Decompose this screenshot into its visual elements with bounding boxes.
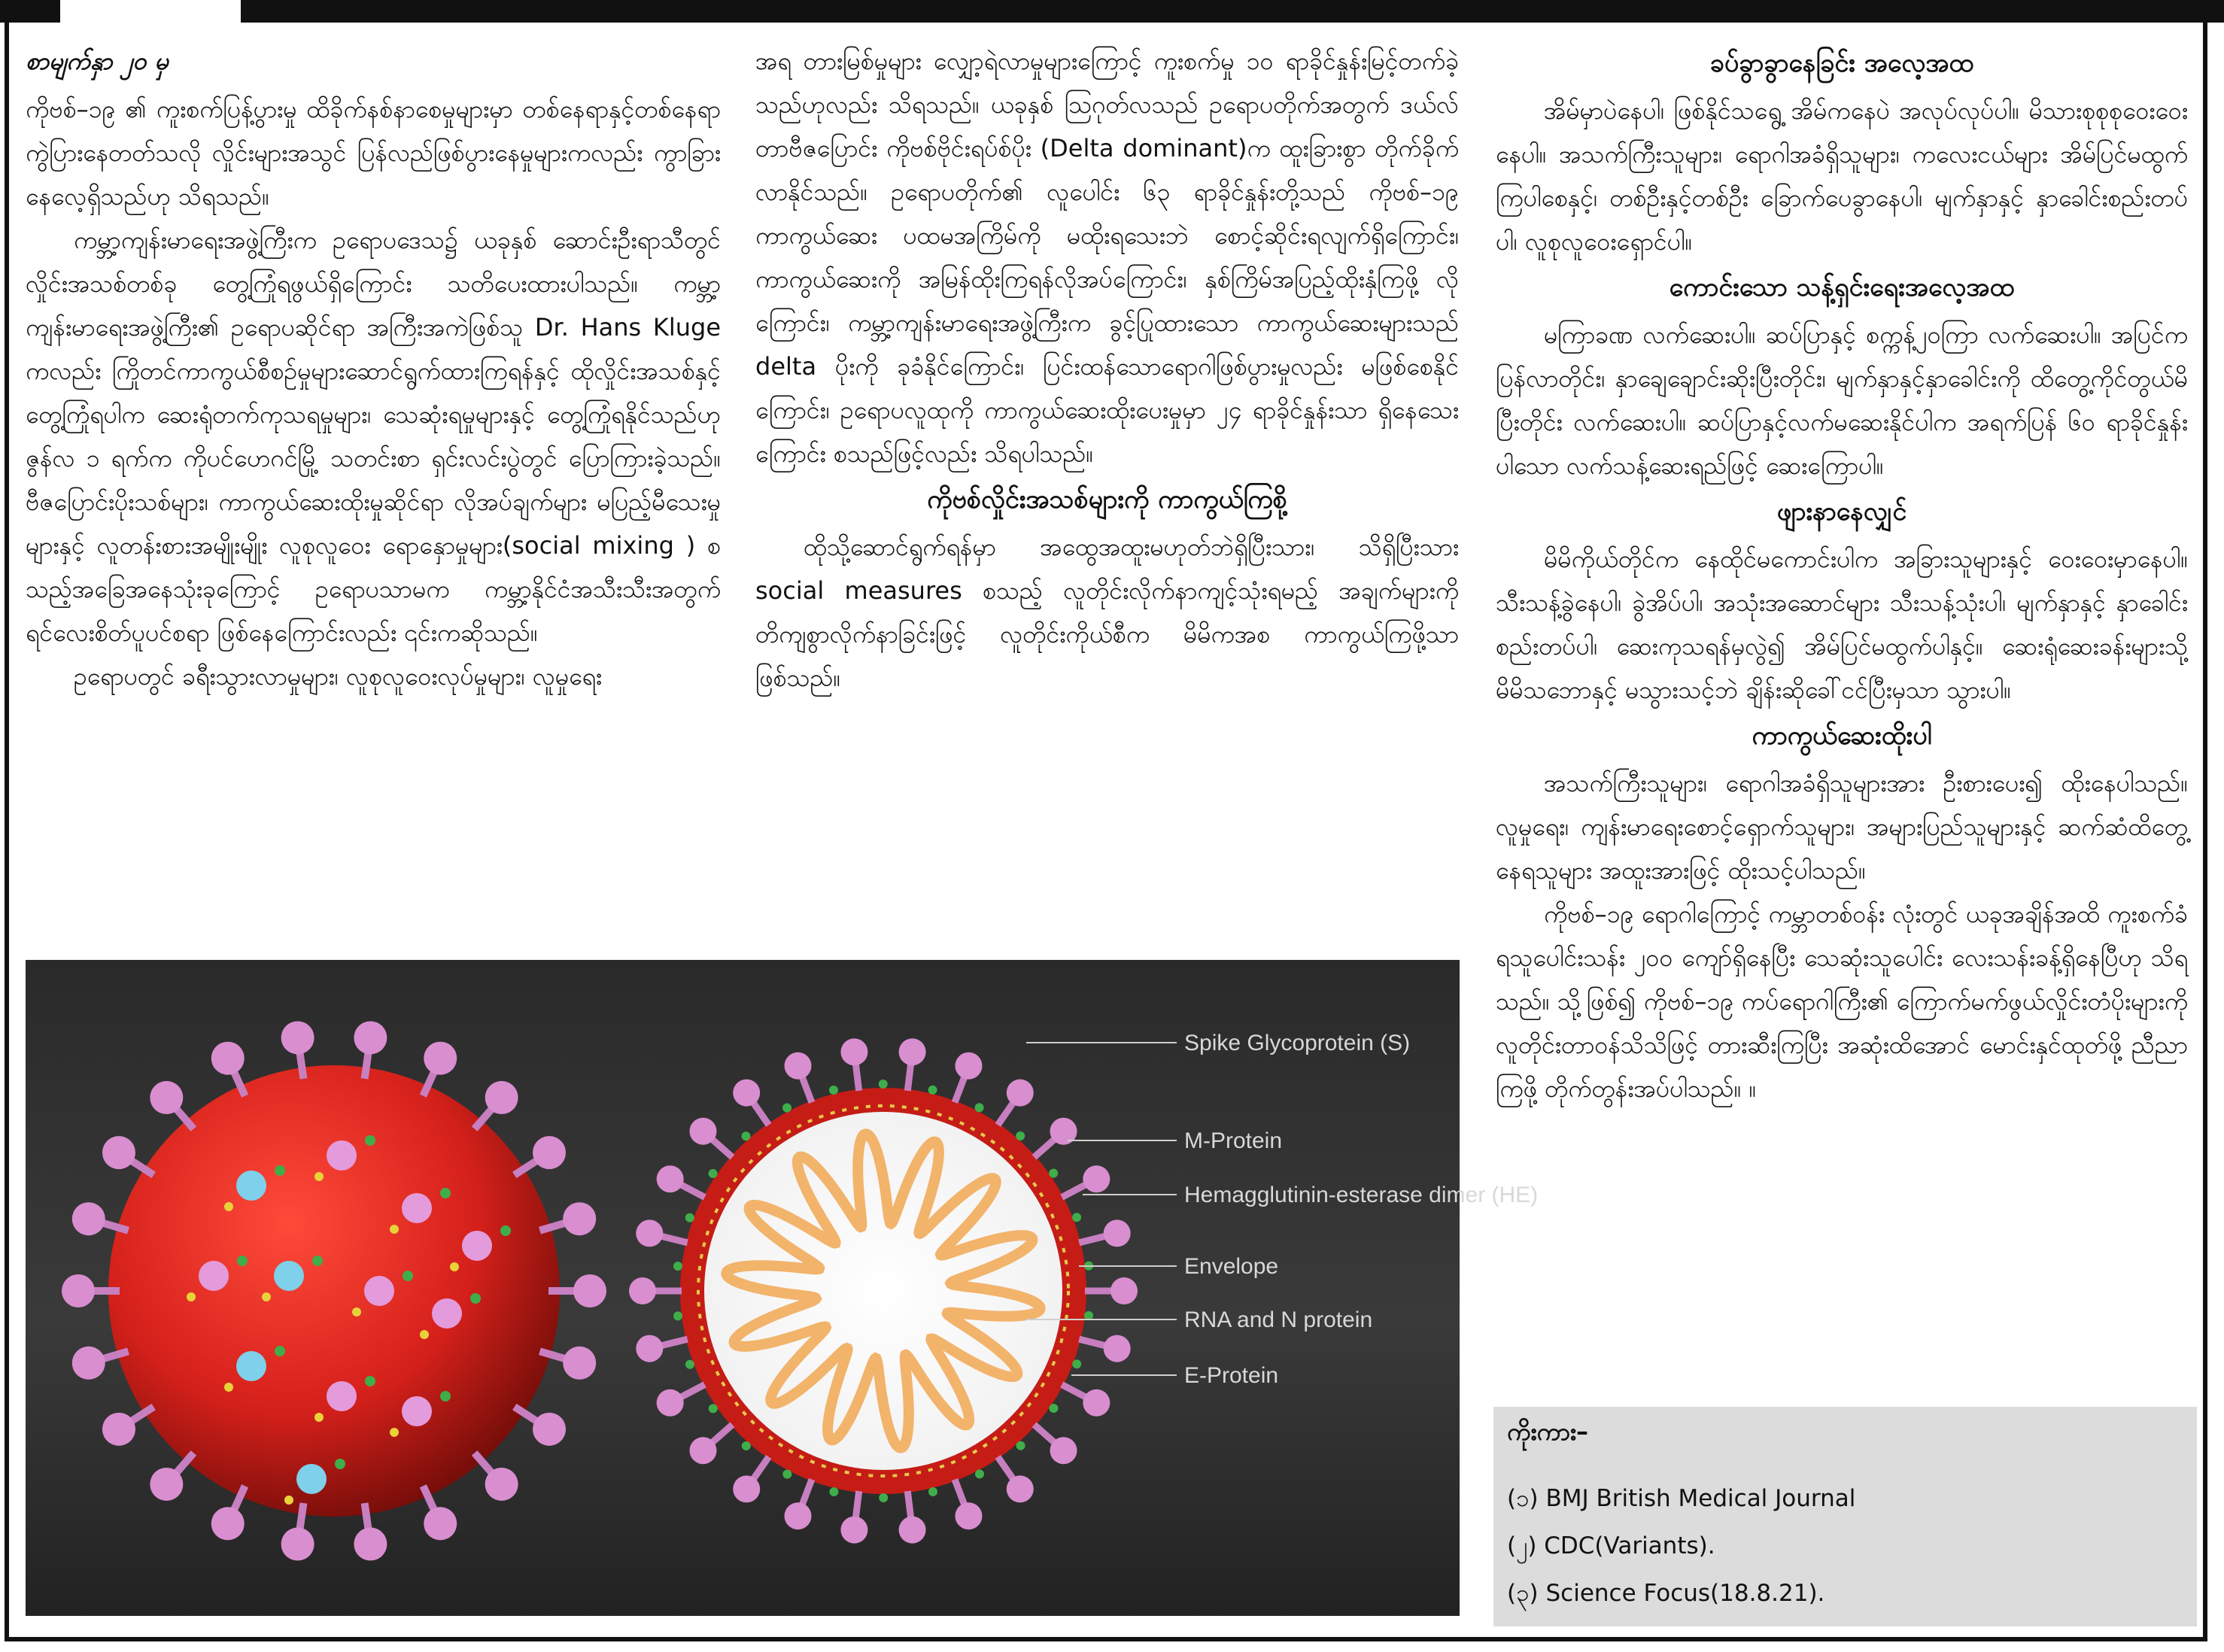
column-2 (755, 39, 1459, 700)
top-rule-gap (60, 0, 241, 23)
column-3 (1496, 39, 2188, 1110)
label-envelope: Envelope (1184, 1254, 1279, 1279)
paragraph: အိမ်မှာပဲနေပါ၊ ဖြစ်နိုင်သရွေ့ အိမ်ကနေပဲ အလုပ်လုပ်ပါ။ မိသားစုစုစုဝေးဝေးနေပါ။ အသက်ကြီးသူများ၊ ရောဂါအခံရှိသူများ၊ ကလေးငယ်များ အိမ်ပြင်မထွက်ကြပါစေနှင့်၊ တစ်ဦးနှင့်တစ်ဦး ခြောက်ပေခွာနေပါ၊ မျက်နှာနှင့် နှာခေါင်းစည်းတပ်ပါ၊ လူစုလူဝေးရှောင်ပါ။ (1496, 96, 2188, 256)
reference-item: (၁) BMJ British Medical Journal (1507, 1485, 1856, 1512)
paragraph: အရ တားမြစ်မှုများ လျှော့ရဲလာမှုများကြောင့် ကူးစက်မှု ၁၀ ရာခိုင်နှုန်းမြင့်တက်ခဲ့သည်ဟုလည်း သိရသည်။ ယခုနှစ် ဩဂုတ်လသည် ဥရောပတိုက်အတွက် ဒယ်လ်တာဗီဇပြောင်း ကိုဗစ်ဗိုင်းရပ်စ်ပိုး (Delta dominant)က ထူးခြားစွာ တိုက်ခိုက်လာနိုင်သည်။ ဥရောပတိုက်၏ လူပေါင်း ၆၃ ရာခိုင်နှုန်းတို့သည် ကိုဗစ်–၁၉ ကာကွယ်ဆေး ပထမအကြိမ်ကို မထိုးရသေးဘဲ စောင့်ဆိုင်းရလျက်ရှိကြောင်း၊ ကာကွယ်ဆေးကို အမြန်ထိုးကြရန်လိုအပ်ကြောင်း၊ နှစ်ကြိမ်အပြည့်ထိုးနှံကြဖို့ လိုကြောင်း၊ ကမ္ဘာ့ကျန်းမာရေးအဖွဲ့ကြီးက ခွင့်ပြုထားသော ကာကွယ်ဆေးများသည် delta ပိုးကို ခုခံနိုင်ကြောင်း၊ ပြင်းထန်သောရောဂါဖြစ်ပွားမှုလည်း မဖြစ်စေနိုင်ကြောင်း၊ ဥရောပလူထုကို ကာကွယ်ဆေးထိုးပေးမှုမှာ ၂၄ ရာခိုင်နှုန်းသာ ရှိနေသေးကြောင်း စသည်ဖြင့်လည်း သိရပါသည်။ (755, 47, 1460, 468)
coronavirus-illustration (26, 960, 1539, 1616)
virus-diagram (26, 960, 1539, 1616)
column-1 (26, 39, 721, 698)
label-m-protein: M-Protein (1184, 1128, 1283, 1153)
label-rna-n-protein: RNA and N protein (1184, 1307, 1373, 1332)
label-spike-glycoprotein: Spike Glycoprotein (S) (1184, 1031, 1411, 1055)
paragraph: ကိုဗစ်–၁၉ ရောဂါကြောင့် ကမ္ဘာတစ်ဝန်း လုံးတွင် ယခုအချိန်အထိ ကူးစက်ခံရသူပေါင်းသန်း ၂၀၀ ကျော်ရှိနေပြီး သေဆုံးသူပေါင်း လေးသန်းခန့်ရှိနေပြီဟု သိရသည်။ သို့ဖြစ်၍ ကိုဗစ်–၁၉ ကပ်ရောဂါကြီး၏ ကြောက်မက်ဖွယ်လှိုင်းတံပိုးများကို လူတိုင်းတာဝန်သိသိဖြင့် တားဆီးကြပြီး အဆုံးထိအောင် မောင်းနှင်ထုတ်ဖို့ ညီညာကြဖို့ တိုက်တွန်းအပ်ပါသည်။ ။ (1496, 900, 2188, 1103)
label-e-protein: E-Protein (1184, 1363, 1279, 1388)
continued-label: စာမျက်နှာ ၂၀ မှ (26, 47, 169, 75)
virus-cross-section (629, 1038, 1138, 1543)
section-heading: ကိုဗစ်လှိုင်းအသစ်များကို ကာကွယ်ကြစို့ (927, 484, 1287, 515)
paragraph: မိမိကိုယ်တိုင်က နေထိုင်မကောင်းပါက အခြားသူများနှင့် ဝေးဝေးမှာနေပါ။ သီးသန့်ခွဲနေပါ၊ ခွဲအိပ်ပါ၊ အသုံးအဆောင်များ သီးသန့်သုံးပါ၊ မျက်နှာနှင့် နှာခေါင်းစည်းတပ်ပါ၊ ဆေးကုသရန်မှလွဲ၍ အိမ်ပြင်မထွက်ပါနှင့်။ ဆေးရုံဆေးခန်းများသို့ မိမိသဘောနှင့် မသွားသင့်ဘဲ ချိန်းဆိုခေါ်ငင်ပြီးမှသာ သွားပါ။ (1496, 545, 2188, 704)
paragraph: ထိုသို့ဆောင်ရွက်ရန်မှာ အထွေအထူးမဟုတ်ဘဲရှိပြီးသား၊ သိရှိပြီးသား social measures စသည့် လူတိုင်းလိုက်နာကျင့်သုံးရမည့် အချက်များကို တိကျစွာလိုက်နာခြင်းဖြင့် လူတိုင်းကိုယ်စီက မိမိကအစ ကာကွယ်ကြဖို့သာ ဖြစ်သည်။ (755, 533, 1459, 692)
paragraph: ကိုဗစ်–၁၉ ၏ ကူးစက်ပြန့်ပွားမှု ထိခိုက်နစ်နာစေမှုများမှာ တစ်နေရာနှင့်တစ်နေရာ ကွဲပြားနေတတ်သလို လှိုင်းများအသွင် ပြန်လည်ဖြစ်ပွားနေမှုများကလည်း ကွာခြားနေလေ့ရှိသည်ဟု သိရသည်။ (26, 95, 721, 211)
paragraph: ဥရောပတွင် ခရီးသွားလာမှုများ၊ လူစုလူဝေးလုပ်မှုများ၊ လူမှုရေး (74, 662, 603, 691)
virus-sphere (62, 1021, 606, 1560)
section-heading: ကာကွယ်ဆေးထိုးပါ (1752, 721, 1932, 751)
section-heading: ဖျားနာနေလျှင် (1776, 497, 1907, 527)
reference-item: (၃) Science Focus(18.8.21). (1507, 1580, 1825, 1607)
paragraph: အသက်ကြီးသူများ၊ ရောဂါအခံရှိသူများအား ဦးစားပေး၍ ထိုးနေပါသည်။ လူမှုရေး၊ ကျန်းမာရေးစောင့်ရှောက်သူများ၊ အများပြည်သူများနှင့် ဆက်ဆံထိတွေ့နေရသူများ အထူးအားဖြင့် ထိုးသင့်ပါသည်။ (1496, 769, 2188, 885)
paragraph: မကြာခဏ လက်ဆေးပါ။ ဆပ်ပြာနှင့် စက္ကန့်၂၀ကြာ လက်ဆေးပါ။ အပြင်ကပြန်လာတိုင်း၊ နှာချေချောင်းဆိုးပြီးတိုင်း၊ မျက်နှာနှင့်နှာခေါင်းကို ထိတွေ့ကိုင်တွယ်မိပြီးတိုင်း လက်ဆေးပါ။ ဆပ်ပြာနှင့်လက်မဆေးနိုင်ပါက အရက်ပြန် ၆၀ ရာခိုင်နှုန်းပါသော လက်သန့်ဆေးရည်ဖြင့် ဆေးကြောပါ။ (1496, 320, 2188, 480)
reference-item: (၂) CDC(Variants). (1507, 1532, 1715, 1559)
references-box (1493, 1407, 2197, 1626)
paragraph: ကမ္ဘာ့ကျန်းမာရေးအဖွဲ့ကြီးက ဥရောပဒေသ၌ ယခုနှစ် ဆောင်းဦးရာသီတွင် လှိုင်းအသစ်တစ်ခု တွေ့ကြုံရဖွယ်ရှိကြောင်း သတိပေးထားပါသည်။ ကမ္ဘာ့ကျန်းမာရေးအဖွဲ့ကြီး၏ ဥရောပဆိုင်ရာ အကြီးအကဲဖြစ်သူ Dr. Hans Kluge ကလည်း ကြိုတင်ကာကွယ်စီစဉ်မှုများဆောင်ရွက်ထားကြရန်နှင့် ထိုလှိုင်းအသစ်နှင့် တွေ့ကြုံရပါက ဆေးရုံတက်ကုသရမှုများ၊ သေဆုံးရမှုများနှင့် တွေ့ကြုံရနိုင်သည်ဟု ဇွန်လ ၁ ရက်က ကိုပင်ဟေဂင်မြို့ သတင်းစာ ရှင်းလင်းပွဲတွင် ပြောကြားခဲ့သည်။ ဗီဇပြောင်းပိုးသစ်များ၊ ကာကွယ်ဆေးထိုးမှုဆိုင်ရာ လိုအပ်ချက်များ မပြည့်မီသေးမှုများနှင့် လူတန်းစားအမျိုးမျိုး လူစုလူဝေး ရောနှောမှုများ(social mixing ) စသည့်အခြေအနေသုံးခုကြောင့် ဥရောပသာမက ကမ္ဘာ့နိုင်ငံအသီးသီးအတွက် ရင်လေးစိတ်ပူပင်စရာ ဖြစ်နေကြောင်းလည်း ၎င်းကဆိုသည်။ (26, 226, 721, 647)
label-hemagglutinin-esterase: Hemagglutinin-esterase dimer (HE) (1184, 1183, 1539, 1207)
references-title: ကိုးကား– (1507, 1417, 1589, 1446)
section-heading: ခပ်ခွာခွာနေခြင်း အလေ့အထ (1709, 48, 1974, 78)
section-heading: ကောင်းသော သန့်ရှင်းရေးအလေ့အထ (1669, 272, 2015, 302)
top-rule (0, 0, 2224, 23)
